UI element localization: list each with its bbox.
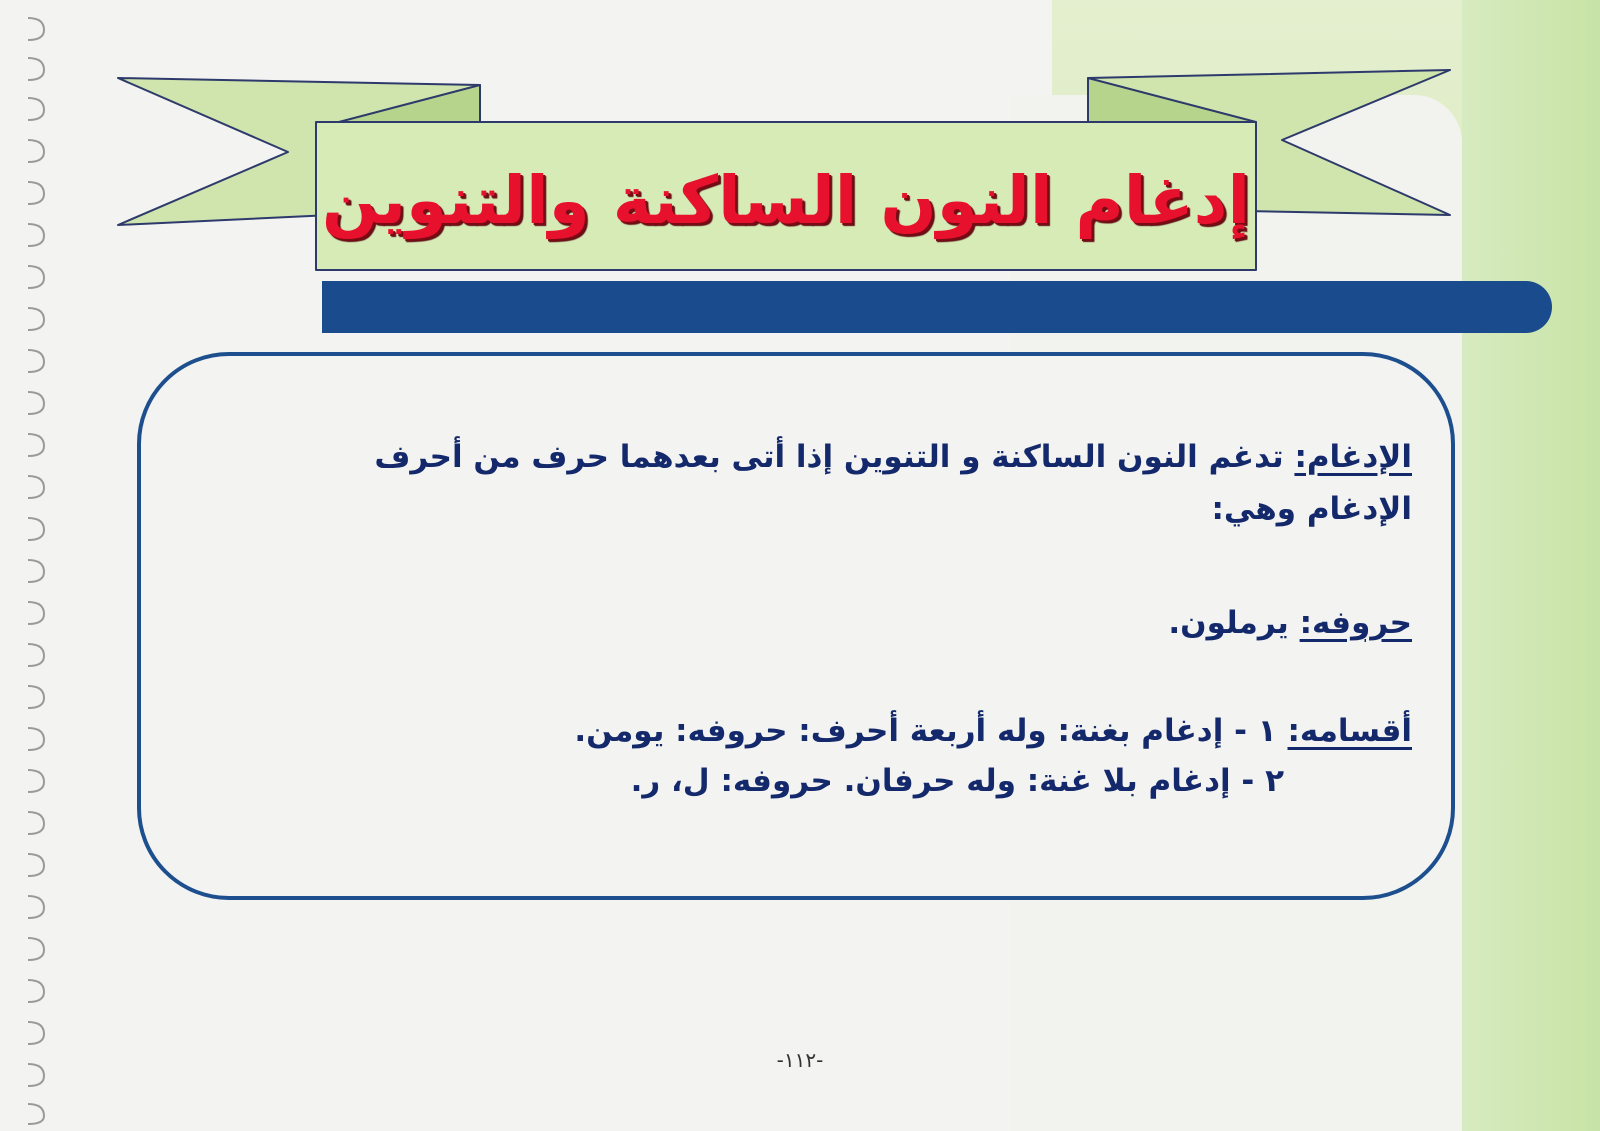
divisions-term: أقسامه: [1287, 713, 1412, 749]
definition-term: الإدغام: [1294, 439, 1412, 475]
page-number: -١١٢- [776, 1048, 824, 1072]
letters-line [900, 600, 1412, 646]
divisions-line-1 [500, 708, 1412, 754]
title-underline-bar [322, 281, 1552, 333]
letters-term: حروفه: [1299, 605, 1412, 641]
definition-text: تدغم النون الساكنة و التنوين إذا أتى بعدهما حرف من أحرف [374, 439, 1284, 475]
letters-value: يرملون. [1168, 605, 1289, 641]
definition-line-1 [340, 434, 1412, 480]
page-title: إدغام النون الساكنة والتنوين [321, 161, 1251, 239]
definition-line-2: الإدغام وهي: [1211, 491, 1412, 527]
divisions-item-1: ١ - إدغام بغنة: وله أربعة أحرف: حروفه: يومن. [574, 713, 1277, 749]
divisions-item-2: ٢ - إدغام بلا غنة: وله حرفان. حروفه: ل، ر. [630, 763, 1284, 799]
